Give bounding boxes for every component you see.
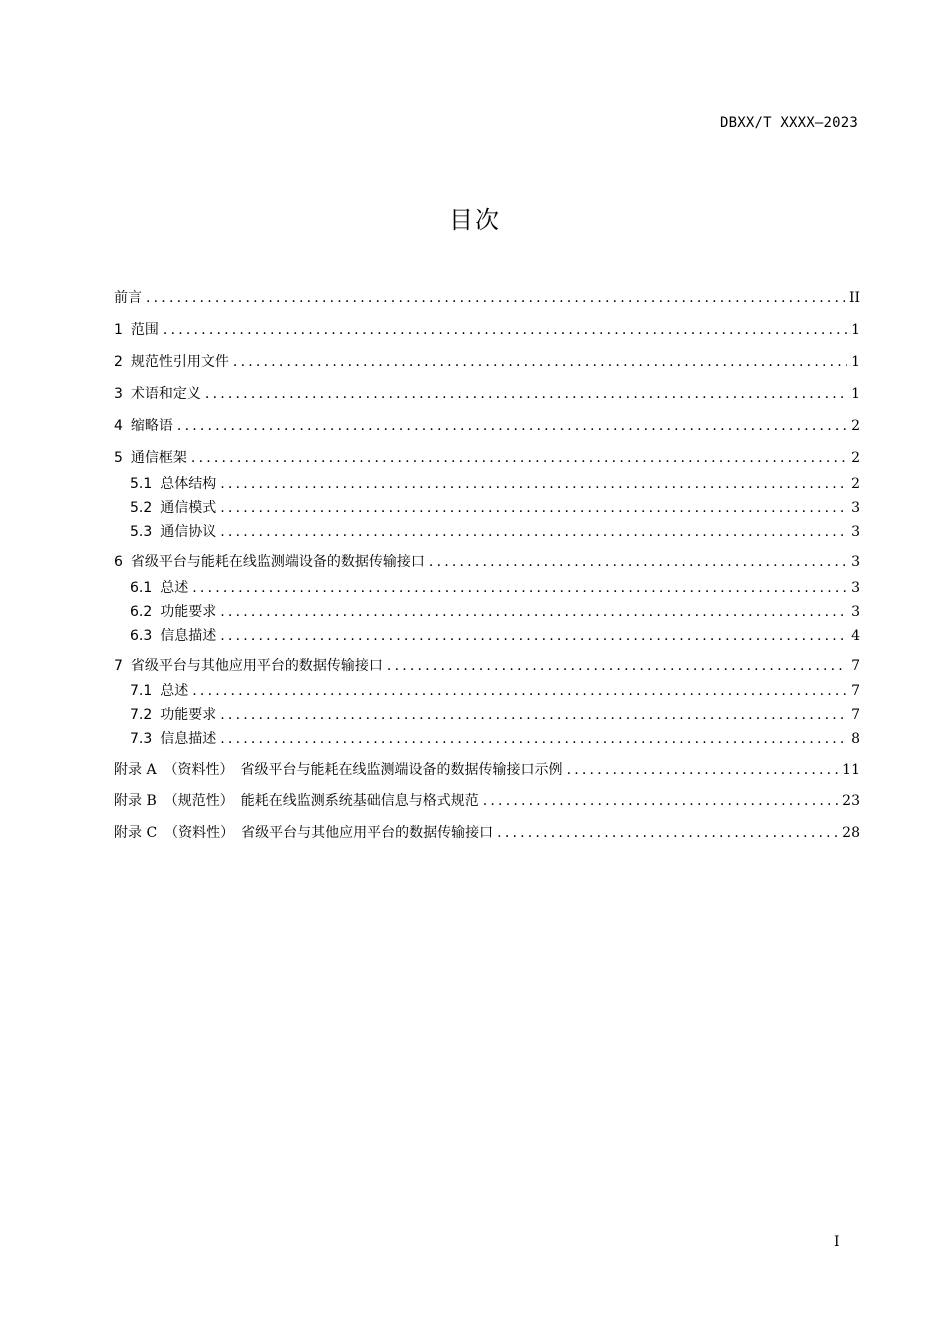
toc-entry-number: 5.3 — [130, 524, 153, 540]
toc-leader-dots — [497, 822, 838, 844]
toc-entry-number: 5.1 — [130, 476, 153, 492]
toc-entry[interactable] — [114, 447, 860, 469]
toc-entry-page: 2 — [851, 418, 860, 434]
toc-entry-label: 附录 A （资料性） 省级平台与能耗在线监测端设备的数据传输接口示例 — [114, 762, 563, 778]
toc-leader-dots — [220, 704, 847, 726]
toc-entry-page: 3 — [851, 604, 860, 620]
toc-entry-label: 缩略语 — [130, 418, 173, 434]
toc-leader-dots — [220, 625, 847, 647]
toc-subentry[interactable] — [114, 625, 860, 647]
toc-entry-label: 附录 C （资料性） 省级平台与其他应用平台的数据传输接口 — [114, 825, 494, 841]
toc-entry-page: II — [848, 290, 860, 306]
toc-subentry[interactable] — [114, 601, 860, 623]
toc-entry[interactable] — [114, 383, 860, 405]
toc-entry-page: 2 — [851, 476, 860, 492]
toc-entry-label: 总体结构 — [160, 476, 217, 492]
toc-entry-label: 信息描述 — [160, 731, 217, 747]
toc-subentry[interactable] — [114, 577, 860, 599]
toc-entry-page: 3 — [851, 500, 860, 516]
toc-entry-number: 2 — [114, 354, 123, 370]
toc-entry-label: 功能要求 — [160, 604, 217, 620]
toc-entry-number: 1 — [114, 322, 123, 338]
toc-entry-number: 7.2 — [130, 707, 153, 723]
toc-entry-label: 省级平台与能耗在线监测端设备的数据传输接口 — [130, 554, 425, 570]
toc-entry-number: 6 — [114, 554, 123, 570]
toc-entry-page: 28 — [842, 825, 860, 841]
toc-entry[interactable] — [114, 351, 860, 373]
toc-entry[interactable] — [114, 319, 860, 341]
toc-entry-label: 通信框架 — [130, 450, 187, 466]
toc-entry-number: 7 — [114, 658, 123, 674]
toc-entry-number: 7.1 — [130, 683, 153, 699]
toc-entry[interactable] — [114, 415, 860, 437]
toc-leader-dots — [567, 759, 839, 781]
toc-entry-page: 23 — [842, 793, 860, 809]
toc-entry-page: 1 — [851, 386, 860, 402]
toc-entry-label: 信息描述 — [160, 628, 217, 644]
toc-entry-number: 5.2 — [130, 500, 153, 516]
toc-entry-page: 11 — [842, 762, 860, 778]
toc-leader-dots — [387, 655, 847, 677]
toc-entry[interactable] — [114, 551, 860, 573]
toc-subentry[interactable] — [114, 521, 860, 543]
toc-subentry[interactable] — [114, 704, 860, 726]
toc-entry-page: 4 — [851, 628, 860, 644]
toc-subentry[interactable] — [114, 473, 860, 495]
footer-page-number: I — [834, 1234, 840, 1250]
toc-entry-number: 6.2 — [130, 604, 153, 620]
toc-leader-dots — [177, 415, 847, 437]
toc-leader-dots — [220, 497, 847, 519]
toc-leader-dots — [191, 447, 847, 469]
toc-entry-label: 前言 — [114, 290, 142, 306]
toc-entry-page: 3 — [851, 554, 860, 570]
toc-entry-label: 通信协议 — [160, 524, 217, 540]
toc-entry-number: 5 — [114, 450, 123, 466]
toc-entry-label: 附录 B （规范性） 能耗在线监测系统基础信息与格式规范 — [114, 793, 479, 809]
toc-subentry[interactable] — [114, 497, 860, 519]
toc-entry-number: 7.3 — [130, 731, 153, 747]
toc-subentry[interactable] — [114, 680, 860, 702]
toc-entry-label: 总述 — [160, 580, 189, 596]
toc-entry-page: 7 — [851, 707, 860, 723]
toc-entry-page: 7 — [851, 683, 860, 699]
toc-leader-dots — [429, 551, 847, 573]
toc-entry-label: 术语和定义 — [130, 386, 201, 402]
toc-entry-page: 2 — [851, 450, 860, 466]
toc-entry-page: 3 — [851, 524, 860, 540]
toc-entry-appendix[interactable] — [114, 822, 860, 844]
toc-entry-number: 6.3 — [130, 628, 153, 644]
toc-entry-label: 功能要求 — [160, 707, 217, 723]
toc-entry[interactable] — [114, 287, 860, 309]
toc-leader-dots — [233, 351, 847, 373]
toc-entry-appendix[interactable] — [114, 790, 860, 812]
toc-subentry[interactable] — [114, 728, 860, 750]
toc-entry-label: 范围 — [130, 322, 159, 338]
toc-entry-appendix[interactable] — [114, 759, 860, 781]
toc-leader-dots — [220, 473, 847, 495]
toc-entry-label: 省级平台与其他应用平台的数据传输接口 — [130, 658, 383, 674]
toc-entry-number: 6.1 — [130, 580, 153, 596]
toc-leader-dots — [483, 790, 838, 812]
toc-entry-label: 总述 — [160, 683, 189, 699]
toc-entry-page: 7 — [851, 658, 860, 674]
toc-leader-dots — [192, 680, 847, 702]
toc-leader-dots — [205, 383, 847, 405]
toc-entry-page: 1 — [851, 354, 860, 370]
toc-leader-dots — [220, 728, 847, 750]
toc-leader-dots — [192, 577, 847, 599]
toc-entry-label: 规范性引用文件 — [130, 354, 229, 370]
toc-entry-number: 3 — [114, 386, 123, 402]
toc-entry-label: 通信模式 — [160, 500, 217, 516]
toc-leader-dots — [220, 521, 847, 543]
toc-title: 目次 — [449, 206, 501, 234]
toc-leader-dots — [220, 601, 847, 623]
toc-leader-dots — [146, 287, 845, 309]
toc-entry-page: 8 — [851, 731, 860, 747]
toc-entry[interactable] — [114, 655, 860, 677]
document-code: DBXX/T XXXX—2023 — [719, 115, 858, 131]
toc-entry-page: 3 — [851, 580, 860, 596]
toc-entry-page: 1 — [851, 322, 860, 338]
toc-entry-number: 4 — [114, 418, 123, 434]
toc-leader-dots — [163, 319, 847, 341]
